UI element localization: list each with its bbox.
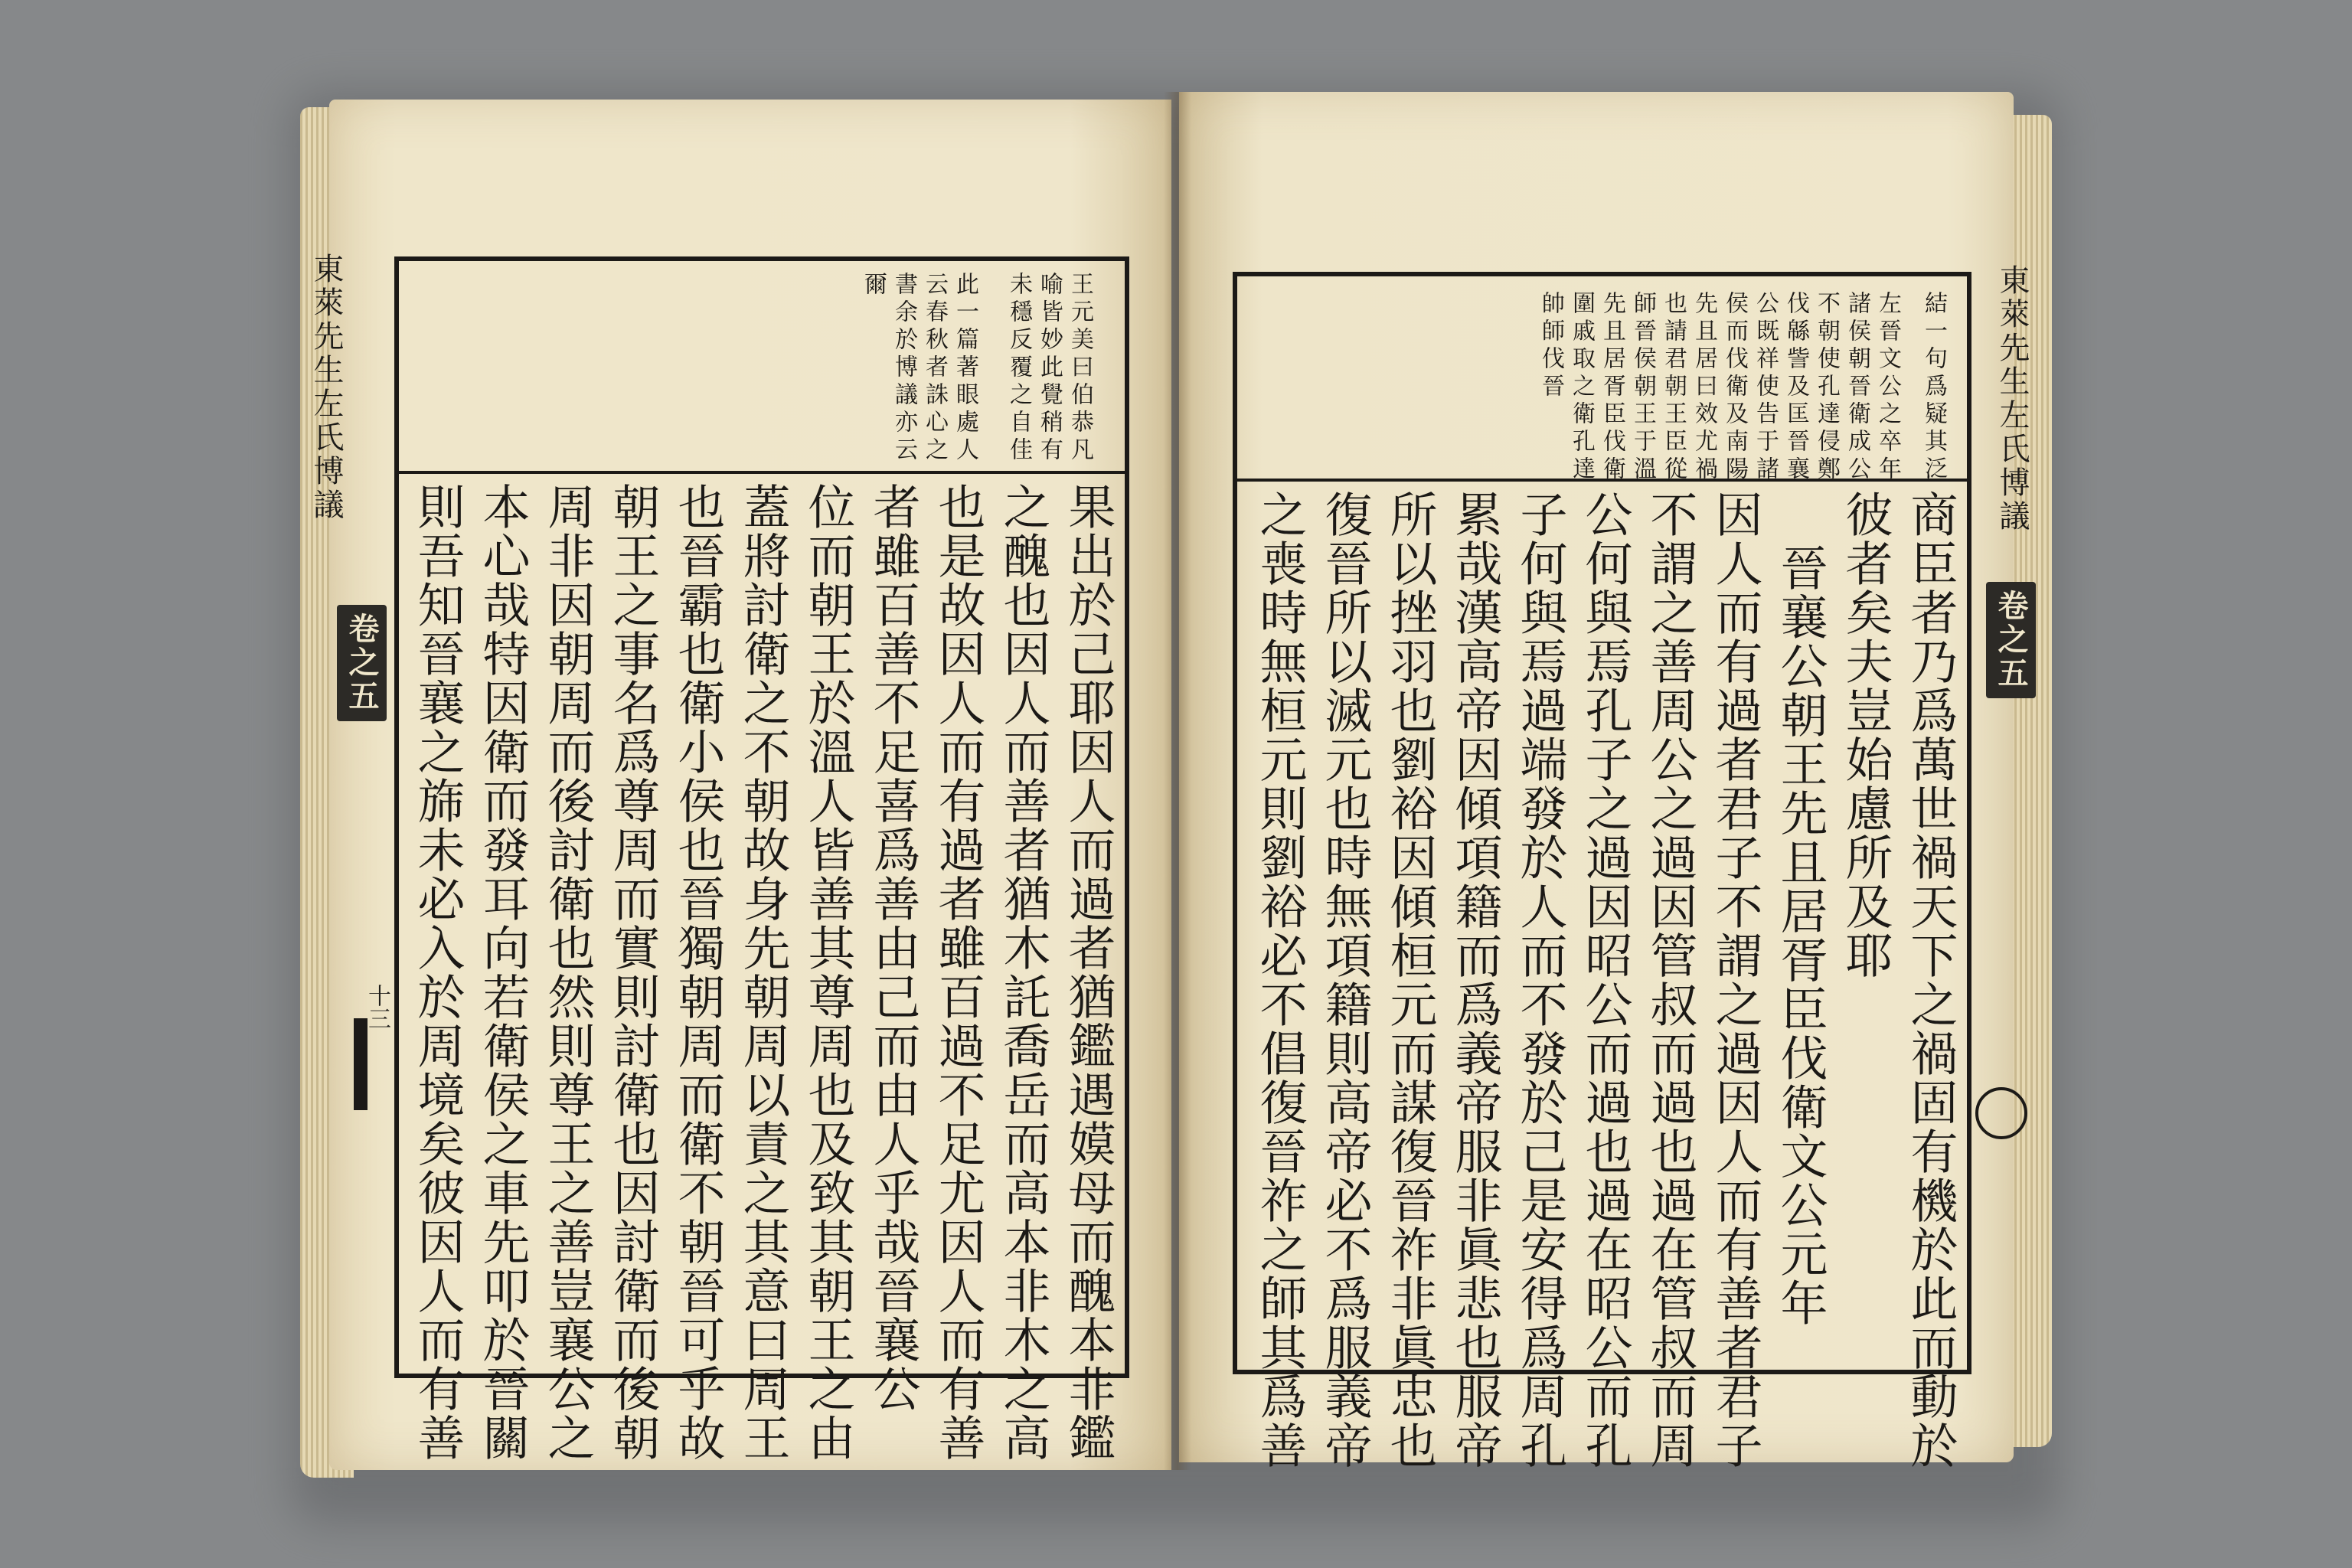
right-main-col: 之喪時無桓元則劉裕必不倡復晉祚之師其爲善: [1252, 490, 1308, 1470]
left-main-col: 蓋將討衛之不朝故身先朝周以責之其意曰周王: [735, 482, 791, 1462]
right-note-col: 公既祥使告于諸: [1752, 291, 1779, 484]
right-note-col: 先且居曰效尤禍: [1690, 291, 1717, 484]
left-spine-title: 東萊先生左氏博議: [309, 253, 344, 522]
right-note-col: 先且居胥臣伐衛: [1599, 291, 1625, 484]
left-main-col: 也是故因人而有過者雖百過不足尤因人而有善: [930, 482, 986, 1462]
right-note-col: 圍戚取之衛孔達: [1568, 291, 1595, 484]
left-main-col: 周非因朝周而後討衛也然則尊王之善豈襄公之: [540, 482, 596, 1462]
right-note-col: 也請君朝王臣從: [1660, 291, 1687, 484]
left-note-col: 爾: [860, 272, 887, 299]
right-note-col: 伐緜訾及匡晉襄: [1782, 291, 1809, 484]
right-main-col: 商臣者乃爲萬世禍天下之禍固有機於此而動於: [1903, 490, 1958, 1470]
right-spine-volume: 卷之五: [1986, 582, 2036, 698]
right-note-col: 帥師伐晉: [1537, 291, 1564, 401]
right-main-col: 不謂之善周公之過因管叔而過也過在管叔而周: [1642, 490, 1698, 1470]
right-note-col: 結一句爲疑其泛: [1920, 291, 1947, 484]
left-main-col: 者雖百善不足喜爲善由己而由人乎哉晉襄公: [865, 482, 921, 1413]
right-main-col: 子何與焉過端發於人而不發於己是安得爲周孔: [1512, 490, 1568, 1470]
left-note-col: 王元美曰伯恭凡: [1067, 272, 1093, 465]
right-note-col: 左晉文公之卒年: [1874, 291, 1901, 484]
right-main-col: 公何與焉孔子之過因昭公而過也過在昭公而孔: [1577, 490, 1633, 1470]
right-main-col: 因人而有過者君子不謂之過因人而有善者君子: [1707, 490, 1763, 1470]
left-main-col: 果出於己耶因人而過者猶鑑遇嫫母而醜本非鑑: [1060, 482, 1116, 1462]
left-main-col: 則吾知晉襄之旆未必入於周境矣彼因人而有善: [410, 482, 466, 1462]
right-main-col: 復晉所以滅元也時無項籍則高帝必不爲服義帝: [1317, 490, 1373, 1470]
right-note-col: 師晉侯朝王于溫: [1629, 291, 1656, 484]
left-note-col: 未穩反覆之自佳: [1005, 272, 1032, 465]
right-main-col: 累哉漢高帝因傾項籍而爲義帝服非眞悲也服帝: [1447, 490, 1503, 1470]
left-folio: 十三: [364, 984, 390, 1030]
left-main-col: 之醜也因人而善者猶木託喬岳而高本非木之高: [995, 482, 1051, 1462]
right-note-col: 諸侯朝晉衛成公: [1844, 291, 1870, 484]
right-main-col: 所以挫羽也劉裕因傾桓元而謀復晉祚非眞忠也: [1382, 490, 1438, 1470]
left-note-col: 書余於博議亦云: [890, 272, 917, 465]
left-spine-volume: 卷之五: [337, 605, 387, 721]
right-fish-tail-mark: [1975, 1087, 2027, 1139]
book-gutter: [1164, 92, 1191, 1470]
left-note-col: 此一篇著眼處人: [952, 272, 978, 465]
left-note-col: 喻皆妙此覺稍有: [1036, 272, 1063, 465]
left-main-col: 位而朝王於溫人皆善其尊周也及致其朝王之由: [800, 482, 856, 1462]
right-note-col: 侯而伐衛及南陽: [1721, 291, 1748, 484]
left-main-col: 本心哉特因衛而發耳向若衛侯之車先叩於晉關: [475, 482, 531, 1462]
right-spine-title: 東萊先生左氏博議: [1994, 264, 2030, 534]
right-note-col: 不朝使孔達侵鄭: [1813, 291, 1840, 484]
left-fish-tail-mark: [354, 1018, 368, 1110]
left-note-col: 云春秋者誅心之: [921, 272, 948, 465]
left-main-col: 也晉霸也衛小侯也晉獨朝周而衛不朝晉可乎故: [670, 482, 726, 1462]
left-main-col: 朝王之事名爲尊周而實則討衛也因討衛而後朝: [605, 482, 661, 1462]
left-note-divider: [394, 471, 1129, 474]
right-main-col: 彼者矣夫豈始慮所及耶: [1838, 490, 1893, 980]
right-main-col: 晉襄公朝王先且居胥臣伐衛文公元年: [1772, 544, 1828, 1328]
